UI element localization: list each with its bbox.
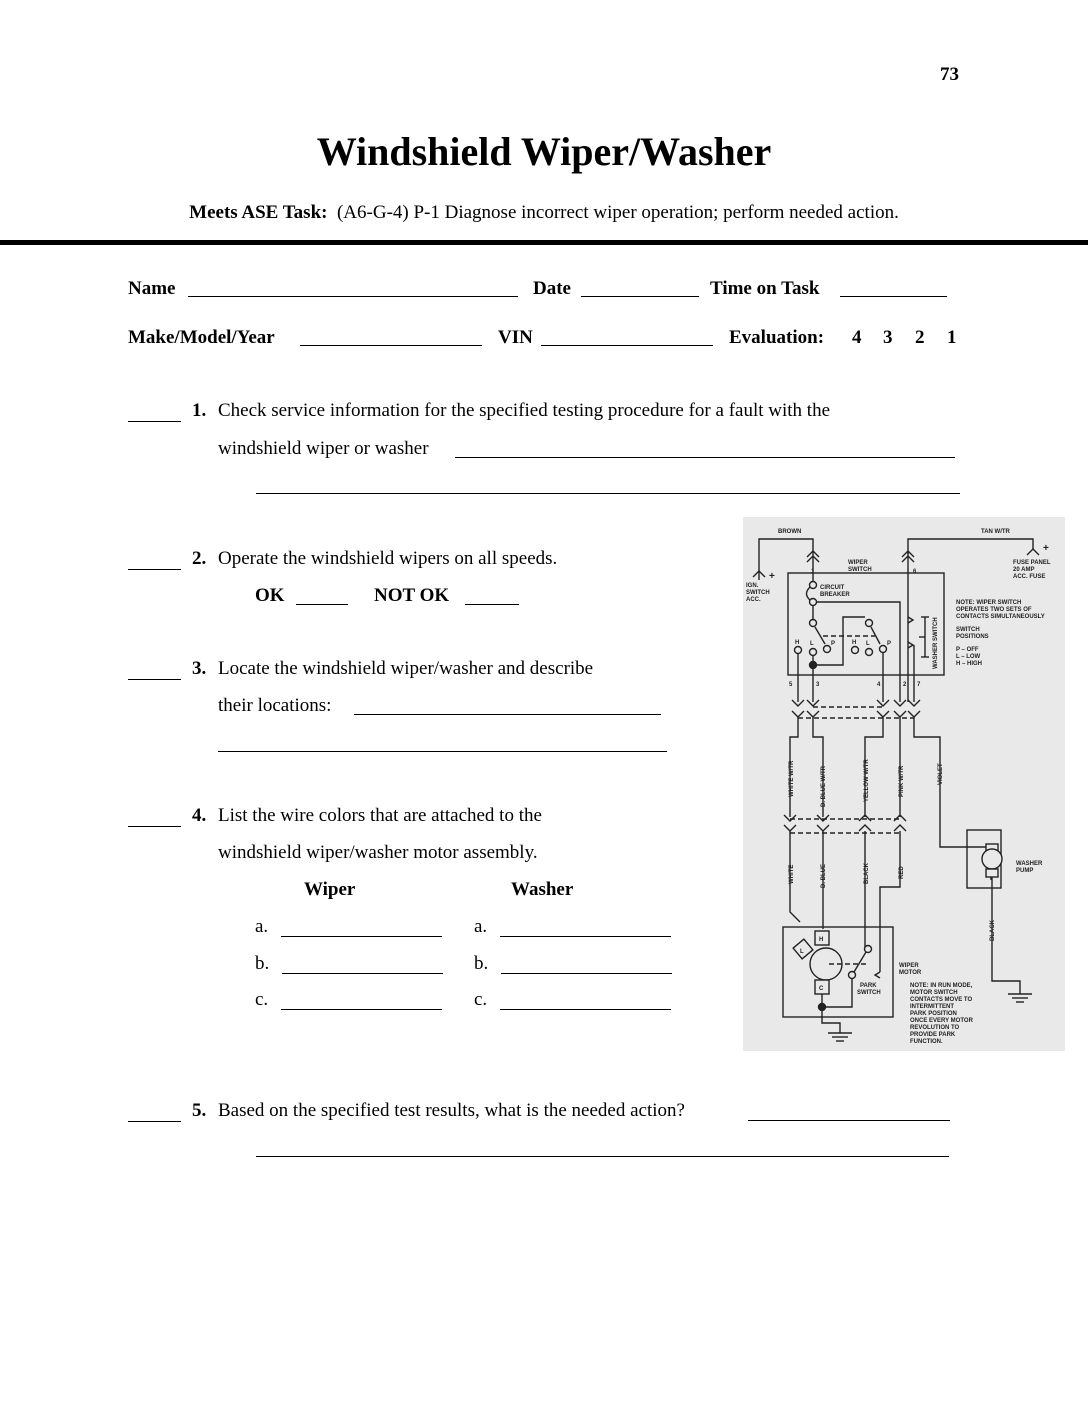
wiper-item-c-field[interactable] bbox=[281, 1009, 442, 1010]
q4-number: 4. bbox=[192, 805, 207, 826]
label-wiper-switch-1: WIPER bbox=[848, 560, 868, 566]
note-motor-2: MOTOR SWITCH bbox=[910, 990, 958, 996]
make-model-year-label: Make/Model/Year bbox=[128, 327, 275, 348]
q3-answer-line2[interactable] bbox=[218, 751, 667, 752]
label-ign-2: SWITCH bbox=[746, 590, 770, 596]
note-switch-1: NOTE: WIPER SWITCH bbox=[956, 600, 1022, 606]
washer-item-a-label: a. bbox=[474, 916, 488, 937]
evaluation-option-2[interactable]: 2 bbox=[915, 327, 925, 348]
terminal-4: 4 bbox=[877, 682, 881, 688]
note-motor-1: NOTE: IN RUN MODE, bbox=[910, 983, 973, 989]
label-wiper-switch-2: SWITCH bbox=[848, 567, 872, 573]
wire-dblue-wtr: D. BLUE W/TR bbox=[821, 766, 827, 807]
evaluation-option-3[interactable]: 3 bbox=[883, 327, 893, 348]
switch-positions-p: P – OFF bbox=[956, 647, 979, 653]
brush-label-h: H bbox=[819, 937, 824, 943]
note-switch-2: OPERATES TWO SETS OF bbox=[956, 607, 1032, 613]
contact-l-right: L bbox=[866, 641, 870, 647]
wire-white: WHITE bbox=[789, 864, 795, 884]
ase-task-text: (A6-G-4) P-1 Diagnose incorrect wiper operation; perform needed action. bbox=[336, 202, 899, 223]
time-on-task-label: Time on Task bbox=[710, 278, 820, 299]
label-breaker-1: CIRCUIT bbox=[820, 585, 845, 591]
wiper-item-a-label: a. bbox=[255, 916, 269, 937]
q3-text-line1: Locate the windshield wiper/washer and describe bbox=[218, 658, 594, 679]
washer-item-c-label: c. bbox=[474, 989, 488, 1010]
wiring-diagram-labels bbox=[743, 517, 1065, 1051]
note-motor-3: CONTACTS MOVE TO bbox=[910, 997, 973, 1003]
washer-item-b-label: b. bbox=[474, 953, 489, 974]
label-park-switch-1: PARK bbox=[860, 983, 877, 989]
q3-number: 3. bbox=[192, 658, 207, 679]
contact-h-left: H bbox=[795, 640, 800, 646]
wiper-item-c-label: c. bbox=[255, 989, 269, 1010]
wiper-wiring-diagram bbox=[743, 517, 1065, 1051]
q2-text: Operate the windshield wipers on all speeds. bbox=[218, 548, 558, 569]
ase-task bbox=[0, 202, 1088, 224]
label-wiper-motor-2: MOTOR bbox=[899, 970, 922, 976]
q5-text: Based on the specified test results, what is the needed action? bbox=[218, 1100, 685, 1121]
name-label: Name bbox=[128, 278, 176, 299]
q5-answer-line2[interactable] bbox=[256, 1156, 949, 1157]
washer-item-a-field[interactable] bbox=[500, 936, 671, 937]
label-fuse-3: ACC. FUSE bbox=[1013, 574, 1046, 580]
q5-number: 5. bbox=[192, 1100, 207, 1121]
label-fuse-1: FUSE PANEL bbox=[1013, 560, 1051, 566]
q4-check-blank[interactable] bbox=[128, 826, 181, 827]
note-motor-6: ONCE EVERY MOTOR bbox=[910, 1018, 973, 1024]
q2-ok-label: OK bbox=[255, 585, 285, 606]
wire-black: BLACK bbox=[864, 863, 870, 884]
q2-number: 2. bbox=[192, 548, 207, 569]
label-tan: TAN W/TR bbox=[981, 529, 1010, 535]
label-breaker-2: BREAKER bbox=[820, 592, 850, 598]
label-ign-1: IGN. bbox=[746, 583, 759, 589]
q1-number: 1. bbox=[192, 400, 207, 421]
washer-column-header: Washer bbox=[511, 879, 574, 900]
wiper-column-header: Wiper bbox=[304, 879, 356, 900]
date-field[interactable] bbox=[581, 296, 699, 297]
terminal-2: 2 bbox=[903, 682, 907, 688]
note-motor-4: INTERMITTENT bbox=[910, 1004, 954, 1010]
ign-plus-icon: + bbox=[769, 571, 775, 582]
label-washer-pump-1: WASHER bbox=[1016, 861, 1043, 867]
note-motor-5: PARK POSITION bbox=[910, 1011, 957, 1017]
q3-check-blank[interactable] bbox=[128, 679, 181, 680]
terminal-5: 5 bbox=[789, 682, 793, 688]
label-ign-3: ACC. bbox=[746, 597, 761, 603]
wiper-item-b-label: b. bbox=[255, 953, 270, 974]
contact-p-right: P bbox=[887, 641, 892, 647]
brush-label-l: L bbox=[800, 949, 804, 955]
wire-red: RED bbox=[899, 866, 905, 879]
vin-field[interactable] bbox=[541, 345, 713, 346]
switch-positions-h: H – HIGH bbox=[956, 661, 983, 667]
terminal-6: 6 bbox=[913, 569, 917, 575]
header-rule bbox=[0, 240, 1088, 245]
q5-check-blank[interactable] bbox=[128, 1121, 181, 1122]
note-motor-7: REVOLUTION TO bbox=[910, 1025, 960, 1031]
wire-white-wtr: WHITE W/TR bbox=[789, 760, 795, 797]
q2-check-blank[interactable] bbox=[128, 569, 181, 570]
q1-text-line2: windshield wiper or washer bbox=[218, 438, 429, 459]
q1-text-line1: Check service information for the specified testing procedure for a fault with the bbox=[218, 400, 830, 421]
note-switch-3: CONTACTS SIMULTANEOUSLY bbox=[956, 614, 1045, 620]
fuse-plus-icon: + bbox=[1043, 543, 1049, 554]
time-on-task-field[interactable] bbox=[840, 296, 947, 297]
q3-text-line2: their locations: bbox=[218, 695, 332, 716]
q2-not-ok-label: NOT OK bbox=[374, 585, 450, 606]
wire-pink-wtr: PINK W/TR bbox=[899, 765, 905, 797]
q4-text-line2: windshield wiper/washer motor assembly. bbox=[218, 842, 538, 863]
wiper-item-a-field[interactable] bbox=[281, 936, 442, 937]
q1-answer-line2[interactable] bbox=[256, 493, 960, 494]
wire-yellow-wtr: YELLOW W/TR bbox=[864, 759, 870, 802]
vin-label: VIN bbox=[498, 327, 533, 348]
terminal-1: 1 bbox=[811, 569, 815, 575]
ase-task-label: Meets ASE Task: bbox=[189, 202, 328, 223]
brush-label-c: C bbox=[819, 986, 824, 992]
q4-text-line1: List the wire colors that are attached to the bbox=[218, 805, 542, 826]
page-number: 73 bbox=[940, 64, 959, 85]
wiper-item-b-field[interactable] bbox=[282, 973, 443, 974]
date-label: Date bbox=[533, 278, 571, 299]
contact-p-left: P bbox=[831, 641, 836, 647]
switch-positions-1: SWITCH bbox=[956, 627, 980, 633]
q3-answer-line1[interactable] bbox=[354, 714, 661, 715]
page-title: Windshield Wiper/Washer bbox=[316, 129, 772, 174]
evaluation-option-4[interactable]: 4 bbox=[852, 327, 862, 348]
name-field[interactable] bbox=[188, 296, 518, 297]
washer-item-c-field[interactable] bbox=[500, 1009, 671, 1010]
switch-positions-l: L – LOW bbox=[956, 654, 981, 660]
terminal-7: 7 bbox=[917, 682, 921, 688]
switch-positions-2: POSITIONS bbox=[956, 634, 989, 640]
wire-washer-black: BLACK bbox=[990, 920, 996, 941]
label-washer-switch: WASHER SWITCH bbox=[933, 617, 939, 669]
note-motor-9: FUNCTION. bbox=[910, 1039, 943, 1045]
terminal-3: 3 bbox=[816, 682, 820, 688]
washer-item-b-field[interactable] bbox=[501, 973, 672, 974]
q2-not-ok-blank[interactable] bbox=[465, 604, 519, 605]
wire-violet: VIOLET bbox=[938, 763, 944, 785]
q1-check-blank[interactable] bbox=[128, 421, 181, 422]
q5-answer-line1[interactable] bbox=[748, 1120, 950, 1121]
label-wiper-motor-1: WIPER bbox=[899, 963, 919, 969]
q1-answer-line1[interactable] bbox=[455, 457, 955, 458]
note-motor-8: PROVIDE PARK bbox=[910, 1032, 956, 1038]
contact-l-left: L bbox=[810, 641, 814, 647]
q2-ok-blank[interactable] bbox=[296, 604, 348, 605]
make-model-year-field[interactable] bbox=[300, 345, 482, 346]
label-park-switch-2: SWITCH bbox=[857, 990, 881, 996]
evaluation-label: Evaluation: bbox=[729, 327, 825, 348]
evaluation-option-1[interactable]: 1 bbox=[947, 327, 957, 348]
wire-dblue: D. BLUE bbox=[821, 864, 827, 888]
label-washer-pump-2: PUMP bbox=[1016, 868, 1034, 874]
label-fuse-2: 20 AMP bbox=[1013, 567, 1035, 573]
contact-h-right: H bbox=[852, 640, 857, 646]
label-brown: BROWN bbox=[778, 529, 802, 535]
